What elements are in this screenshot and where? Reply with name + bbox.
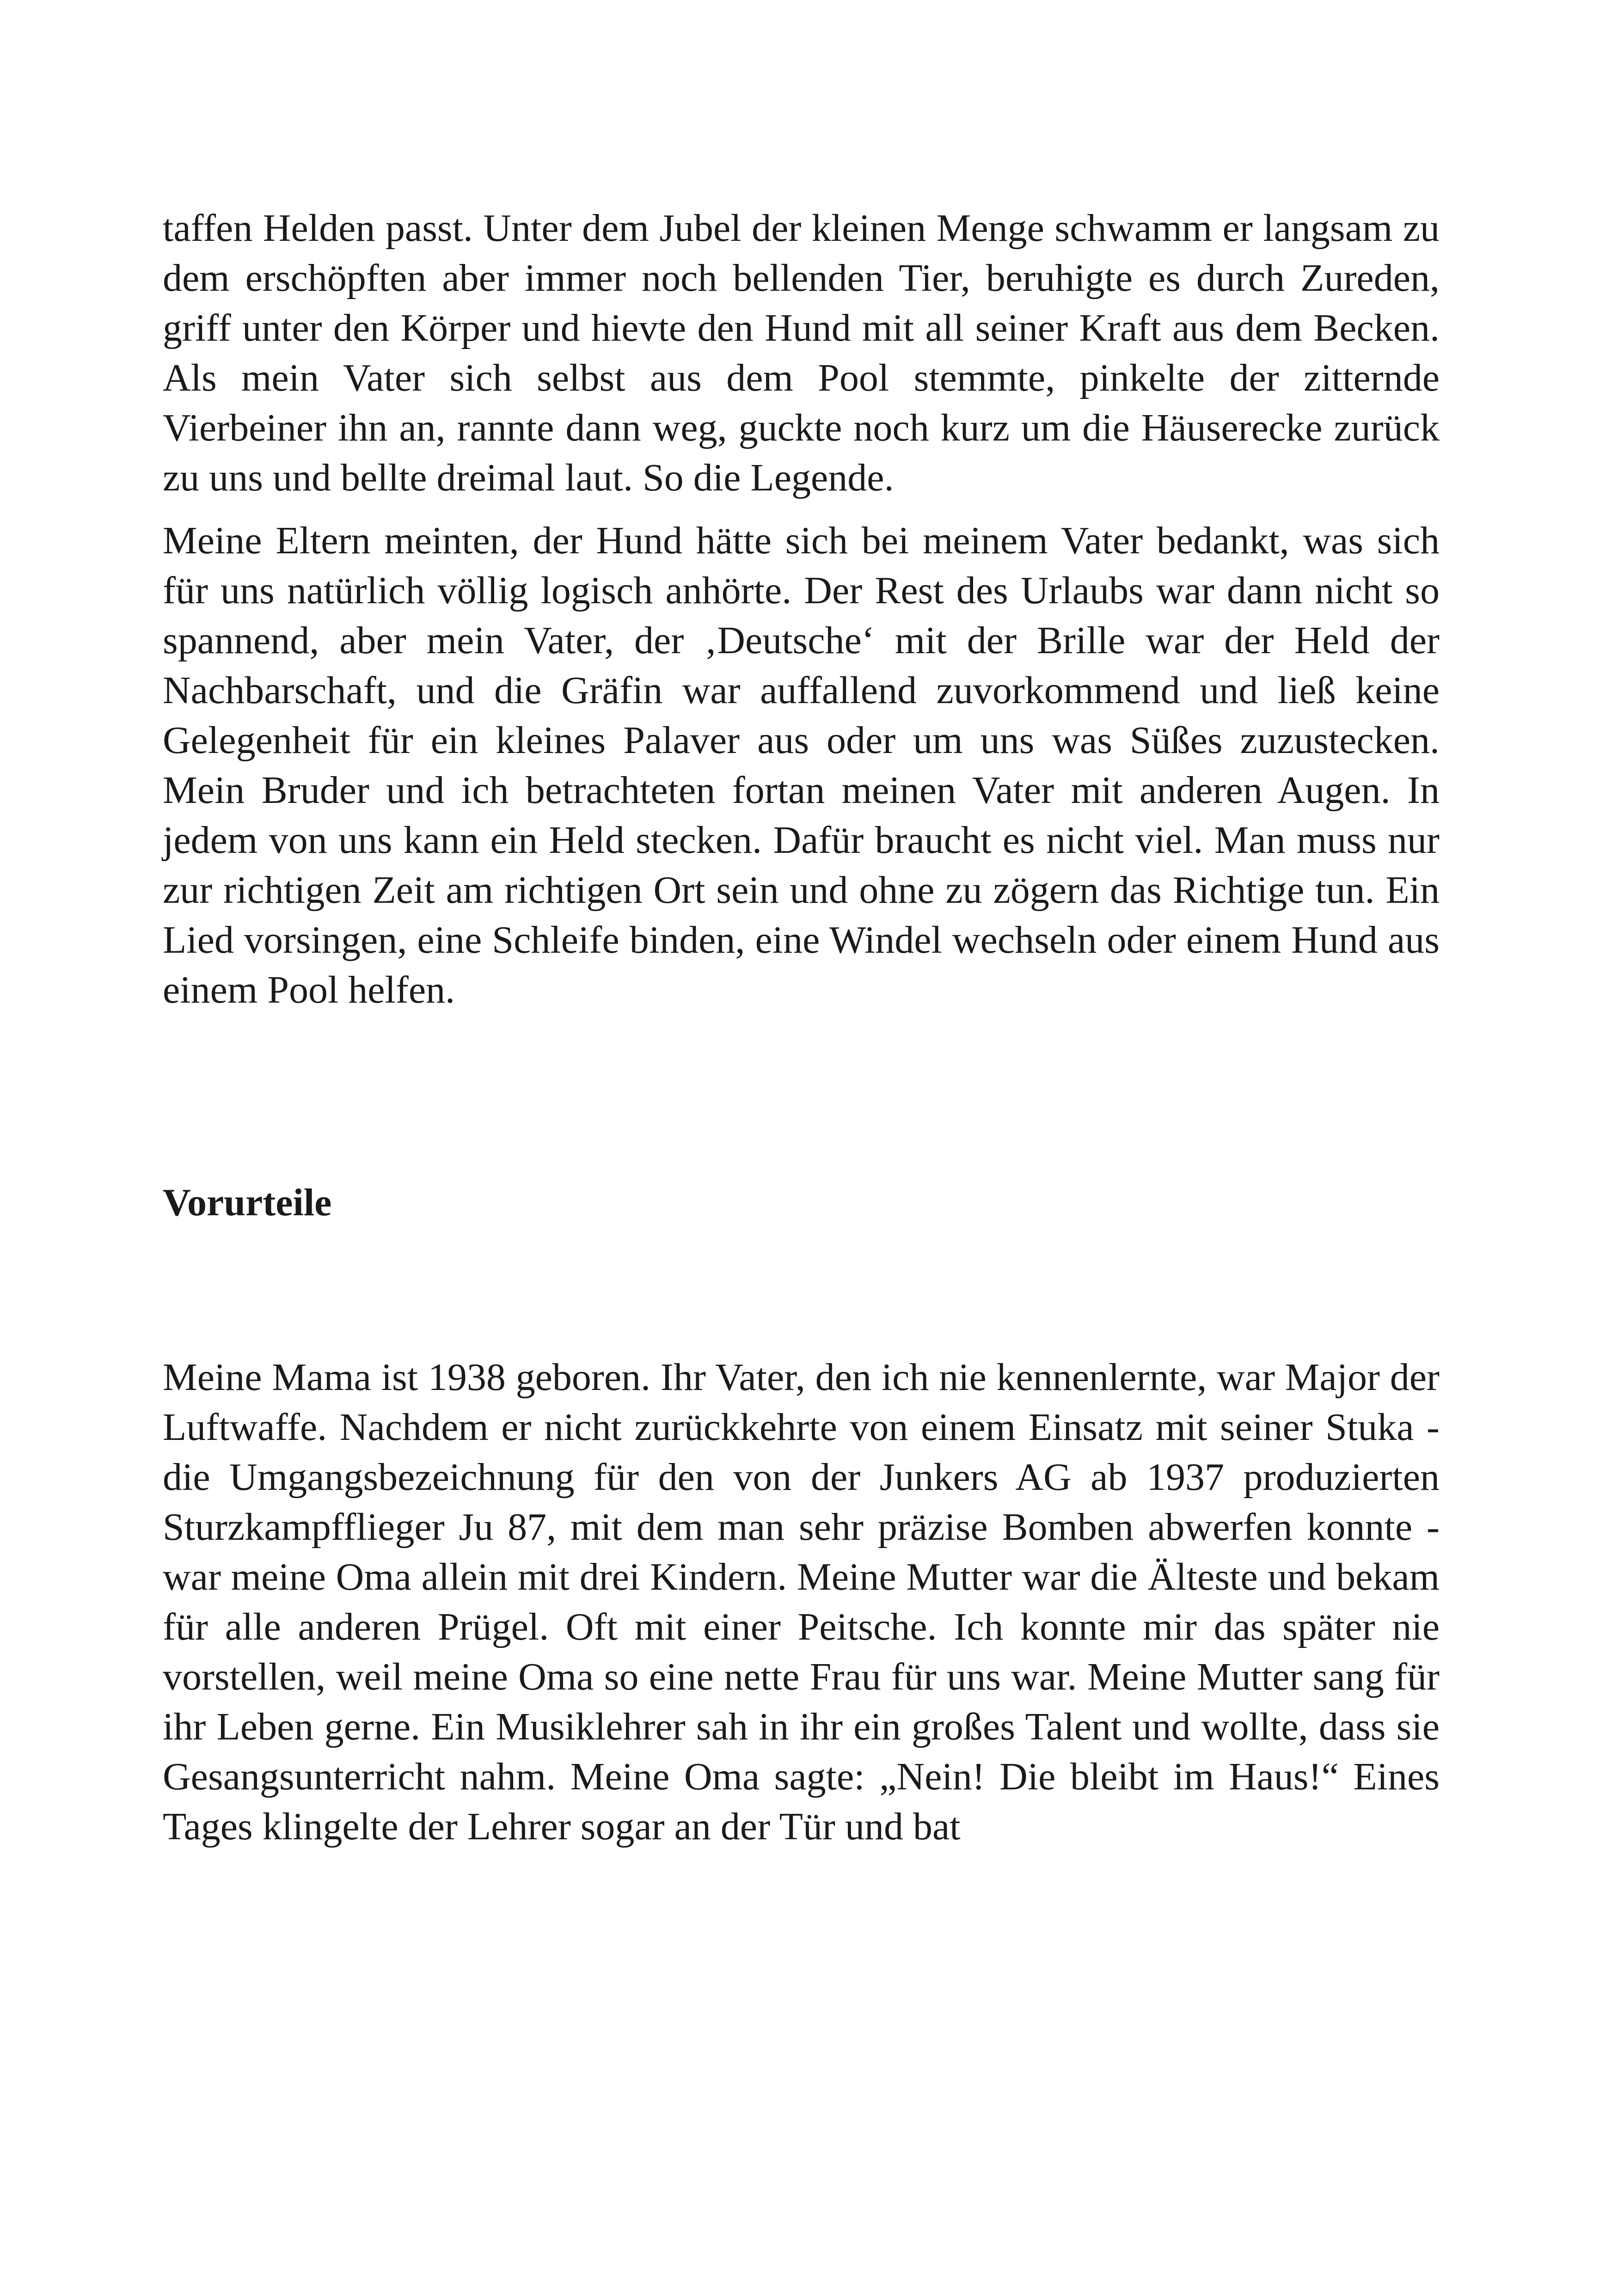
paragraph-hero-dog: taffen Helden passt. Unter dem Jubel der kleinen Menge schwamm er langsam zu dem erschöpften aber immer noch bellenden Tier, beruhigte es durch Zureden, griff unter den Körper und hievte den Hund mit all seiner Kraft aus dem Becken. Als mein Vater sich selbst aus dem Pool stemmte, pinkelte der zitternde Vierbeiner ihn an, rannte dann weg, guckte noch kurz um die Häuserecke zurück zu uns und bellte dreimal laut. So die Legende. bbox=[163, 207, 1440, 499]
paragraph-parents-thanks: Meine Eltern meinten, der Hund hätte sich bei meinem Vater bedankt, was sich für uns natürlich völlig logisch anhörte. Der Rest des Urlaubs war dann nicht so spannend, aber mein Vater, der ‚Deutsche‘ mit der Brille war der Held der Nachbarschaft, und die Gräfin war auffallend zuvorkommend und ließ keine Gelegenheit für ein kleines Palaver aus oder um uns was Süßes zuzustecken. Mein Bruder und ich betrachteten fortan meinen Vater mit anderen Augen. In jedem von uns kann ein Held stecken. Dafür braucht es nicht viel. Man muss nur zur richtigen Zeit am richtigen Ort sein und ohne zu zögern das Richtige tun. Ein Lied vorsingen, eine Schleife binden, eine Windel wechseln oder einem Hund aus einem Pool helfen. bbox=[163, 519, 1440, 1011]
section-heading: Vorurteile bbox=[163, 1181, 332, 1224]
paragraph-mother-history: Meine Mama ist 1938 geboren. Ihr Vater, den ich nie kennenlernte, war Major der Luftwaffe. Nachdem er nicht zurückkehrte von einem Einsatz mit seiner Stuka - die Umgangsbezeichnung für den von der Junkers AG ab 1937 produzierten Sturzkampfflieger Ju 87, mit dem man sehr präzise Bomben abwerfen konnte - war meine Oma allein mit drei Kindern. Meine Mutter war die Älteste und bekam für alle anderen Prügel. Oft mit einer Peitsche. Ich konnte mir das später nie vorstellen, weil meine Oma so eine nette Frau für uns war. Meine Mutter sang für ihr Leben gerne. Ein Musiklehrer sah in ihr ein großes Talent und wollte, dass sie Gesangsunterricht nahm. Meine Oma sagte: „Nein! Die bleibt im Haus!“ Eines Tages klingelte der Lehrer sogar an der Tür und bat bbox=[163, 1356, 1440, 1848]
page-body bbox=[163, 203, 1440, 1852]
